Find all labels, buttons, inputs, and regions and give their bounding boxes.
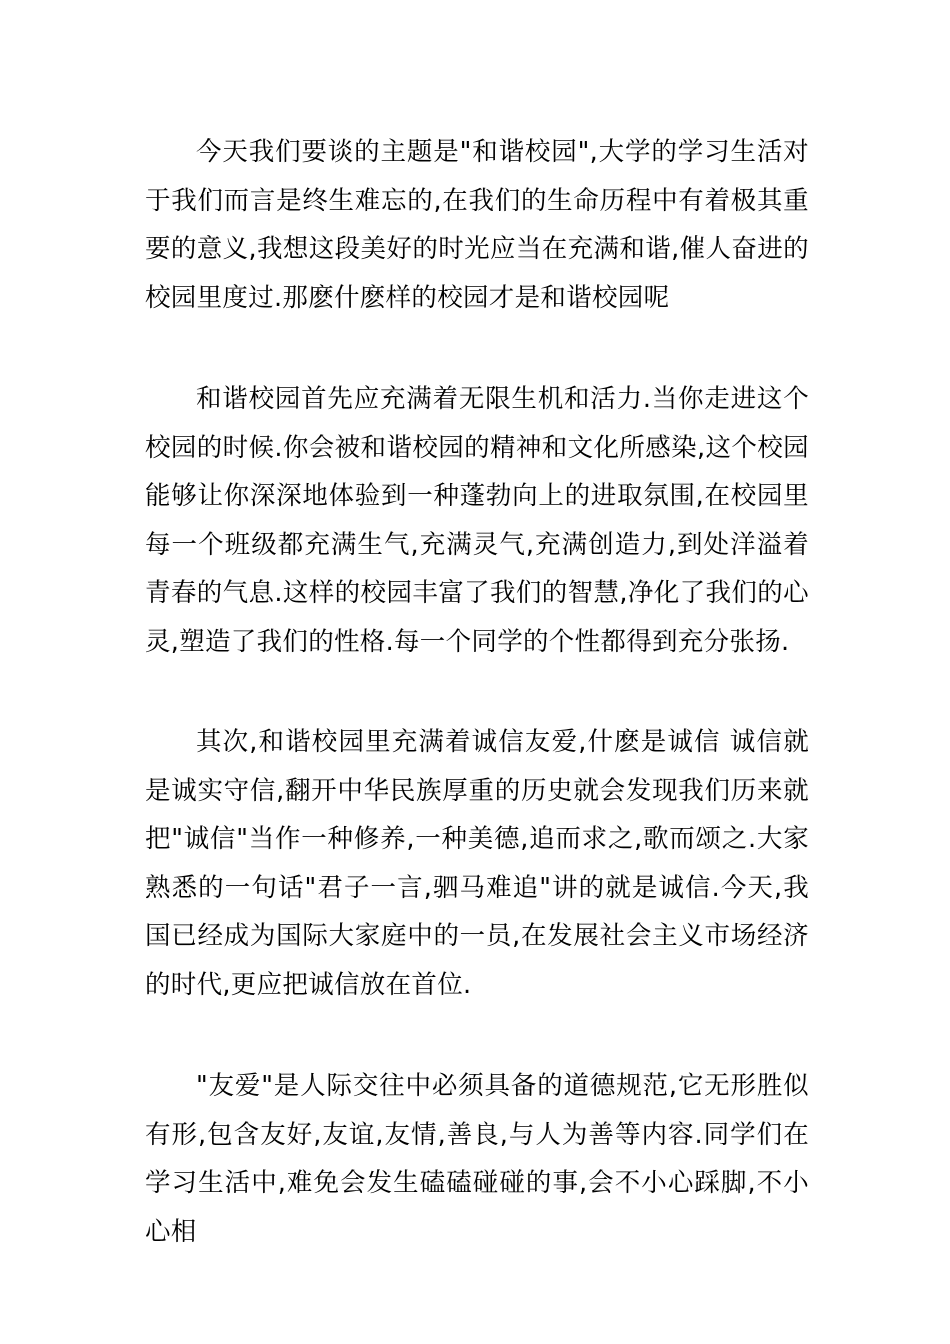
paragraph-integrity: 其次,和谐校园里充满着诚信友爱,什麽是诚信 诚信就是诚实守信,翻开中华民族厚重的历史就会发现我们历来就把"诚信"当作一种修养,一种美德,追而求之,歌而颂之.大家熟悉的一句话"君子一言,驷马难追"讲的就是诚信.今天,我国已经成为国际大家庭中的一员,在发展社会主义市场经济的时代,更应把诚信放在首位.	[145, 727, 809, 1000]
paragraph-vitality: 和谐校园首先应充满着无限生机和活力.当你走进这个校园的时候.你会被和谐校园的精神和文化所感染,这个校园能够让你深深地体验到一种蓬勃向上的进取氛围,在校园里每一个班级都充满生气,充满灵气,充满创造力,到处洋溢着青春的气息.这样的校园丰富了我们的智慧,净化了我们的心灵,塑造了我们的性格.每一个同学的个性都得到充分张扬.	[145, 384, 809, 657]
paragraph-friendship: "友爱"是人际交往中必须具备的道德规范,它无形胜似有形,包含友好,友谊,友情,善良,与人为善等内容.同学们在学习生活中,难免会发生磕磕碰碰的事,会不小心踩脚,不小心相	[145, 1071, 809, 1247]
paragraph-harmonious-campus-intro: 今天我们要谈的主题是"和谐校园",大学的学习生活对于我们而言是终生难忘的,在我们的生命历程中有着极其重要的意义,我想这段美好的时光应当在充满和谐,催人奋进的校园里度过.那麽什麽样的校园才是和谐校园呢	[145, 137, 809, 313]
